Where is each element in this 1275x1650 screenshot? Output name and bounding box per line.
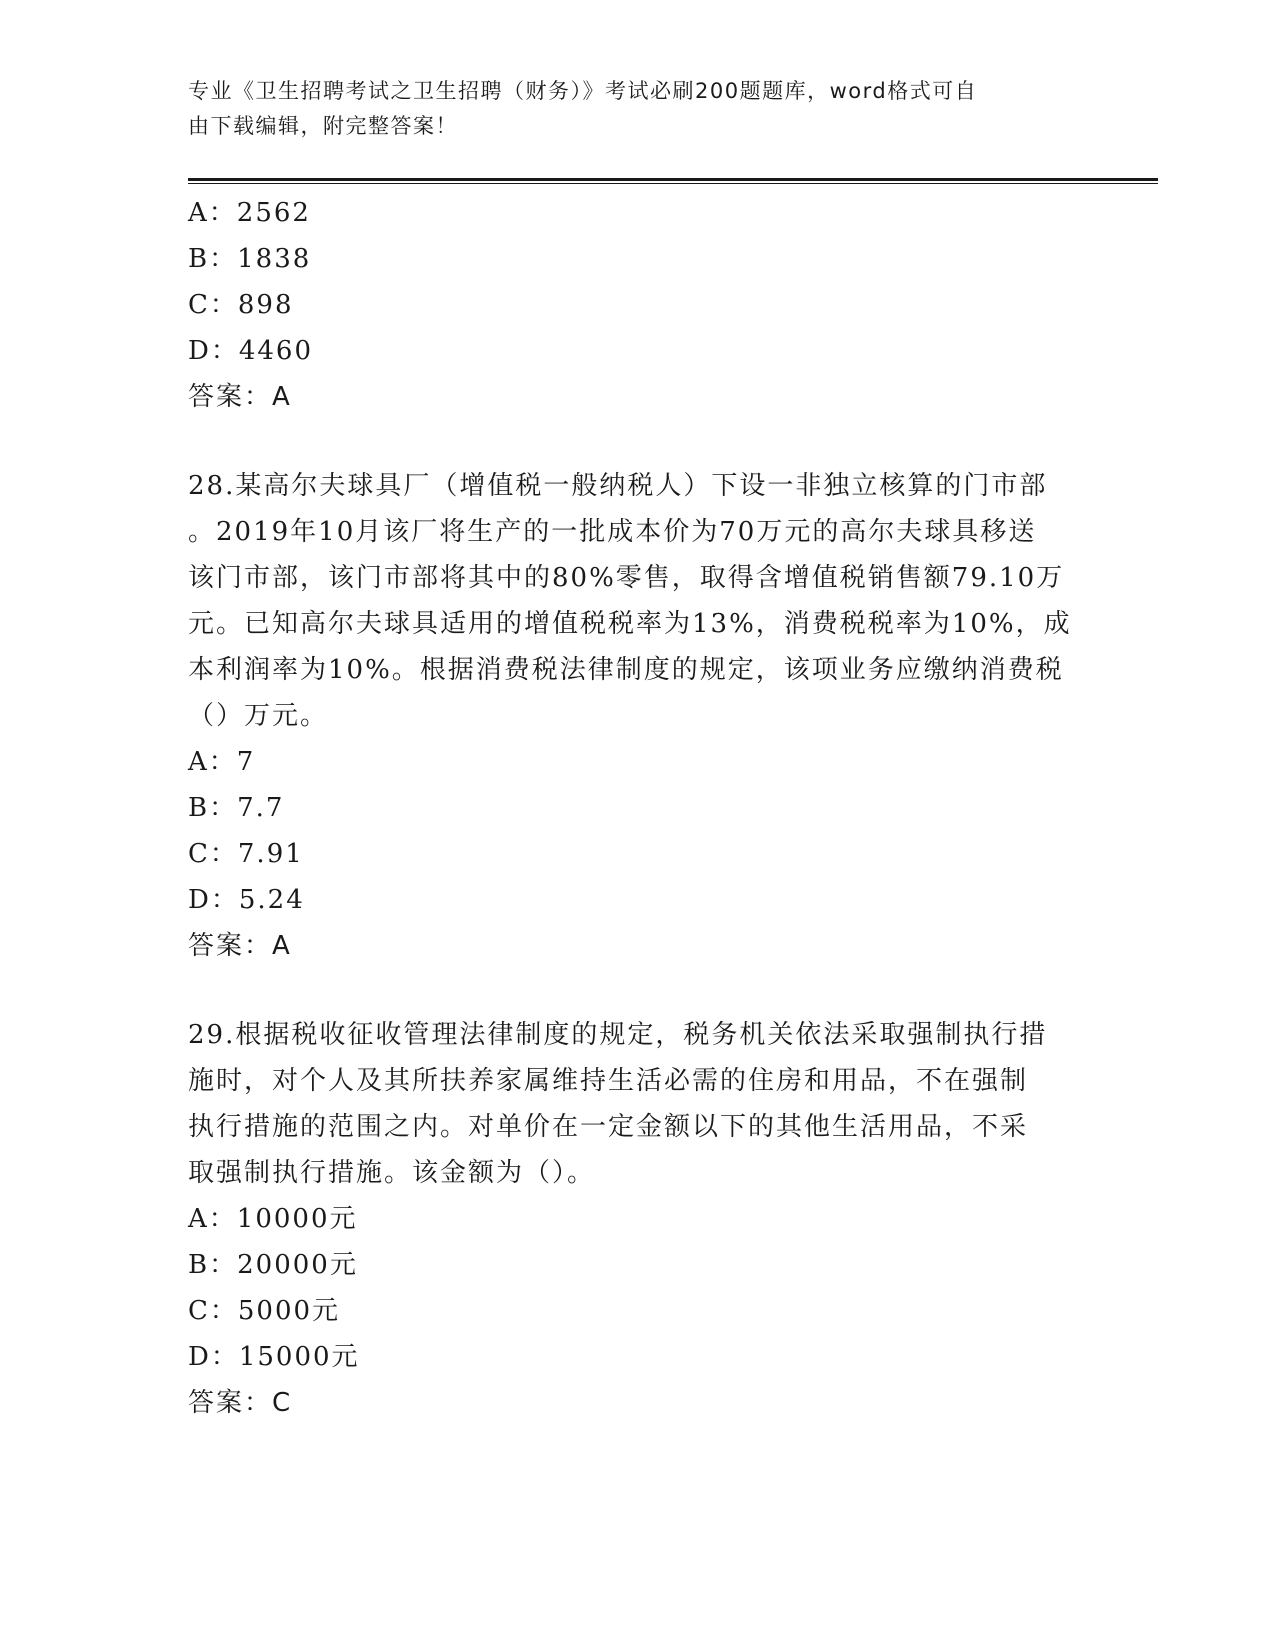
question-28	[188, 463, 1088, 969]
question-text-line: 执行措施的范围之内。对单价在一定金额以下的其他生活用品，不采	[188, 1112, 1029, 1142]
question-text-line: 。2019年10月该厂将生产的一批成本价为70万元的高尔夫球具移送	[188, 517, 1037, 547]
spacer	[188, 420, 1088, 463]
option-a: A：2562	[188, 198, 311, 228]
option-d: D：4460	[188, 336, 314, 366]
question-29	[188, 1012, 1088, 1426]
option-a: A：10000元	[188, 1204, 358, 1234]
option-c: C：7.91	[188, 839, 304, 869]
question-text-line: （）万元。	[188, 701, 329, 731]
header-line-1: 专业《卫生招聘考试之卫生招聘（财务）》考试必刷200题题库，word格式可自	[188, 79, 978, 103]
question-text-line: 该门市部，该门市部将其中的80%零售，取得含增值税销售额79.10万	[188, 563, 1065, 593]
spacer	[188, 969, 1088, 1012]
answer: 答案：A	[188, 931, 292, 961]
question-text-line: 28.某高尔夫球具厂（增值税一般纳税人）下设一非独立核算的门市部	[188, 471, 1048, 501]
option-b: B：7.7	[188, 793, 285, 823]
header-divider	[188, 178, 1158, 181]
document-body	[188, 190, 1088, 1426]
answer: 答案：A	[188, 382, 292, 412]
question-text-line: 元。已知高尔夫球具适用的增值税税率为13%，消费税税率为10%，成	[188, 609, 1072, 639]
option-d: D：5.24	[188, 885, 305, 915]
question-text-line: 29.根据税收征收管理法律制度的规定，税务机关依法采取强制执行措	[188, 1020, 1048, 1050]
option-d: D：15000元	[188, 1342, 360, 1372]
question-text-line: 本利润率为10%。根据消费税法律制度的规定，该项业务应缴纳消费税	[188, 655, 1064, 685]
option-c: C：5000元	[188, 1296, 341, 1326]
question-text-line: 施时，对个人及其所扶养家属维持生活必需的住房和用品，不在强制	[188, 1066, 1029, 1096]
question-text-line: 取强制执行措施。该金额为（）。	[188, 1158, 596, 1188]
option-b: B：20000元	[188, 1250, 358, 1280]
document-header	[188, 74, 1088, 144]
header-line-2: 由下载编辑，附完整答案！	[188, 114, 458, 138]
header-divider-thin	[188, 183, 1158, 184]
answer: 答案：C	[188, 1388, 293, 1418]
question-27-tail	[188, 190, 1088, 420]
option-b: B：1838	[188, 244, 312, 274]
option-a: A：7	[188, 747, 256, 777]
option-c: C：898	[188, 290, 294, 320]
